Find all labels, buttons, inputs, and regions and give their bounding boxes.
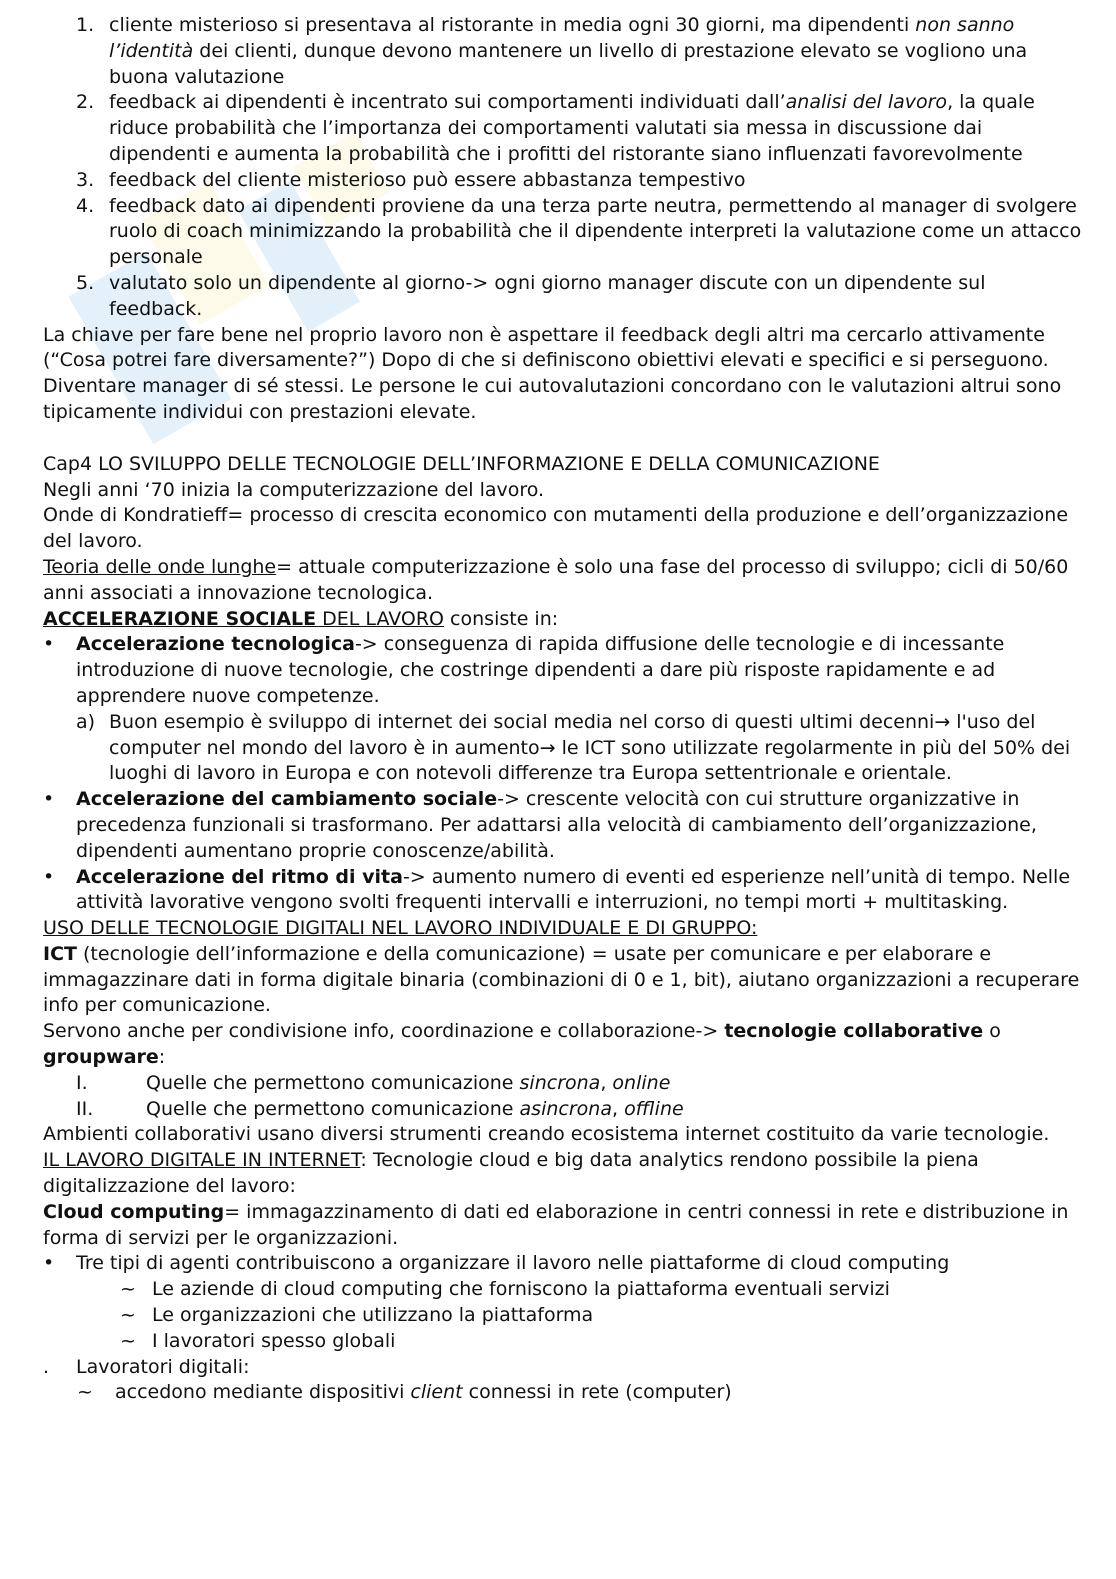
tilde-icon: ~ <box>120 1329 136 1352</box>
tilde-icon: ~ <box>120 1304 136 1327</box>
list-item: 2. feedback ai dipendenti è incentrato sui comportamenti individuati dall’analisi del lavoro, la quale riduce probabilità che l’importanza dei comportamenti valutati sia messa in discussione dai dipendenti e aumenta la probabilità che i profitti del ristorante siano influenzati favorevolmente <box>43 90 1083 167</box>
paragraph-feedback: La chiave per fare bene nel proprio lavoro non è aspettare il feedback degli altri ma cercarlo attivamente (“Cosa potrei fare diversamente?”) Dopo di che si definiscono obiettivi elevati e specifici e si perseguono. Diventare manager di sé stessi. Le persone le cui autovalutazioni concordano con le valutazioni altrui sono tipicamente individui con prestazioni elevate. <box>43 323 1062 423</box>
list-item: 3. feedback del cliente misterioso può essere abbastanza tempestivo <box>43 168 1083 194</box>
bullet-item: • Accelerazione del cambiamento sociale-> crescente velocità con cui strutture organizzative in precedenza funzionali si trasformano. Per adattarsi alla velocità di cambiamento dell’organizzazione, dipendenti aumentano proprie conoscenze/abilità. <box>43 787 1083 864</box>
list-number: 4. <box>76 194 95 217</box>
tilde-list-item: ~ accedono mediante dispositivi client connessi in rete (computer) <box>43 1380 1083 1406</box>
paragraph-servono: Servono anche per condivisione info, coordinazione e collaborazione-> tecnologie collaborative o groupware: <box>43 1020 1001 1069</box>
tilde-list-item: ~ I lavoratori spesso globali <box>43 1329 1083 1355</box>
bullet-item: • Accelerazione tecnologica-> conseguenza di rapida diffusione delle tecnologie e di incessante introduzione di nuove tecnologie, che costringe dipendenti a dare più risposte rapidamente e ad apprendere nuove competenze. <box>43 632 1083 709</box>
roman-number: I. <box>76 1071 88 1094</box>
chapter-title: Cap4 LO SVILUPPO DELLE TECNOLOGIE DELL’INFORMAZIONE E DELLA COMUNICAZIONE <box>43 452 880 475</box>
paragraph-teoria: Teoria delle onde lunghe= attuale computerizzazione è solo una fase del processo di sviluppo; cicli di 50/60 anni associati a innovazione tecnologica. <box>43 555 1069 604</box>
bullet-item: • Accelerazione del ritmo di vita-> aumento numero di eventi ed esperienze nell’unità di tempo. Nelle attività lavorative vengono svolti frequenti intervalli e interruzioni, no tempi morti + multitasking. <box>43 865 1083 917</box>
list-item: 4. feedback dato ai dipendenti proviene da una terza parte neutra, permettendo al manager di svolgere ruolo di coach minimizzando la probabilità che il dipendente interpreti la valutazione come un attacco personale <box>43 194 1083 271</box>
paragraph-onde: Onde di Kondratieff= processo di crescita economico con mutamenti della produzione e dell’organizzazione del lavoro. <box>43 504 1069 553</box>
dot-marker: . <box>43 1355 50 1378</box>
paragraph-ict: ICT (tecnologie dell’informazione e della comunicazione) = usate per comunicare e per elaborare e immagazzinare dati in forma digitale binaria (combinazioni di 0 e 1, bit), aiutano organizzazioni a recuperare info per comunicazione. <box>43 942 1080 1017</box>
roman-list-item: I. Quelle che permettono comunicazione sincrona, online <box>43 1071 1083 1097</box>
roman-number: II. <box>76 1097 94 1120</box>
bullet-item: • Tre tipi di agenti contribuiscono a organizzare il lavoro nelle piattaforme di cloud computing <box>43 1251 1083 1277</box>
list-item: 1. cliente misterioso si presentava al ristorante in media ogni 30 giorni, ma dipendenti non sanno l’identità dei clienti, dunque devono mantenere un livello di prestazione elevato se vogliono una buona valutazione <box>43 13 1083 90</box>
tilde-icon: ~ <box>77 1381 93 1404</box>
bullet-icon: • <box>43 788 55 811</box>
paragraph-cloud: Cloud computing= immagazzinamento di dati ed elaborazione in centri connessi in rete e distribuzione in forma di servizi per le organizzazioni. <box>43 1200 1069 1249</box>
section-heading-uso: USO DELLE TECNOLOGIE DIGITALI NEL LAVORO INDIVIDUALE E DI GRUPPO: <box>43 917 758 940</box>
paragraph-lavoro-digitale: IL LAVORO DIGITALE IN INTERNET: Tecnologie cloud e big data analytics rendono possibile la piena digitalizzazione del lavoro: <box>43 1149 979 1198</box>
bullet-icon: • <box>43 633 55 656</box>
list-number: 2. <box>76 91 95 114</box>
section-heading-accelerazione: ACCELERAZIONE SOCIALE DEL LAVORO consiste in: <box>43 607 559 630</box>
list-number: 1. <box>76 14 95 36</box>
tilde-list-item: ~ Le organizzazioni che utilizzano la piattaforma <box>43 1303 1083 1329</box>
document-body <box>43 13 1083 1406</box>
list-item: 5. valutato solo un dipendente al giorno-> ogni giorno manager discute con un dipendente sul feedback. <box>43 271 1083 323</box>
paragraph-anni70: Negli anni ‘70 inizia la computerizzazione del lavoro. <box>43 478 545 501</box>
bullet-icon: • <box>43 1252 55 1275</box>
roman-list-item: II. Quelle che permettono comunicazione asincrona, offline <box>43 1097 1083 1123</box>
bullet-icon: • <box>43 865 55 888</box>
paragraph-ambienti: Ambienti collaborativi usano diversi strumenti creando ecosistema internet costituito da varie tecnologie. <box>43 1123 1050 1146</box>
list-number: 5. <box>76 271 95 294</box>
sub-list-item: a) Buon esempio è sviluppo di internet dei social media nel corso di questi ultimi decenni→ l'uso del computer nel mondo del lavoro è in aumento→ le ICT sono utilizzate regolarmente in più del 50% dei luoghi di lavoro in Europa e con notevoli differenze tra Europa settentrionale e orientale. <box>43 710 1083 787</box>
tilde-list-item: ~ Le aziende di cloud computing che forniscono la piattaforma eventuali servizi <box>43 1277 1083 1303</box>
list-number: 3. <box>76 168 95 191</box>
dot-list-item: . Lavoratori digitali: <box>43 1355 1083 1381</box>
sub-list-marker: a) <box>76 710 96 733</box>
tilde-icon: ~ <box>120 1278 136 1301</box>
